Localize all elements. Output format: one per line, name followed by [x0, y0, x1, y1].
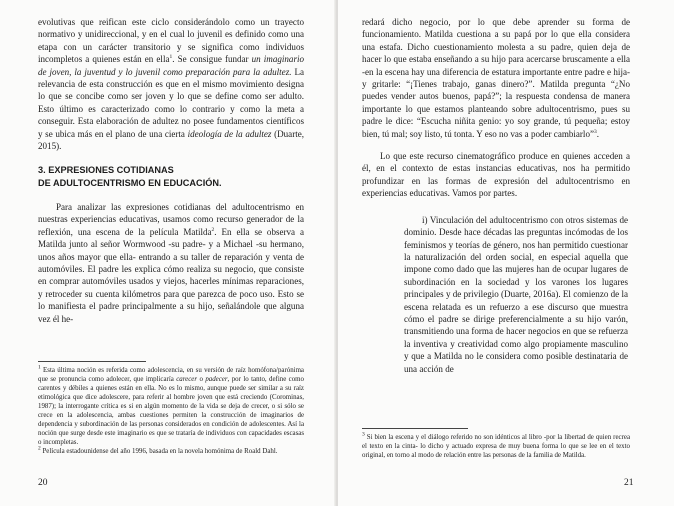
footnote-3: $^3$ Si bien la escena y el diálogo referido no son idénticos al libro -por la libertad de quien recrea el texto en la cinta- lo dicho y actuado expresa de muy buena forma lo que se lee en el texto original, en torno al modo de relación entre las personas de la familia de Matilda. [362, 431, 630, 459]
page-number-left: 20 [38, 478, 48, 488]
right-paragraph-1: redará dicho negocio, por lo que debe aprender su forma de funcionamiento. Matilda cuestiona a su papá por lo que ella considera una estafa. Dicho cuestionamiento molesta a su padre, quien deja de hacer lo que estaba enseñando a su hijo para acercarse bruscamente a ella -en la escena hay una diferencia de estatura importante entre padre e hija- y gritarle: “¡Tienes trabajo, ganas dinero?”. Matilda pregunta “¿No puedes vender autos buenos, papá?”; la respuesta condensa de manera importante lo que estamos planteando sobre adultocentrismo, pues su padre le dice: “Escucha niñita genio: yo soy grande, tú pequeña; estoy bien, tú mal; soy listo, tú tonta. Y eso no vas a poder cambiarlo”$^3$. [362, 17, 630, 139]
right-page [338, 0, 674, 506]
footnote-rule [38, 361, 146, 362]
left-paragraph-2: Para analizar las expresiones cotidianas del adultocentrismo en nuestras experiencias educativas, usamos como recurso generador de la reflexión, una escena de la película Matilda$^2$. En ella se observa a Matilda junto al señor Wormwood -su padre- y a Michael -su hermano, unos años mayor que ella- entrando a su taller de reparación y venta de automóviles. El padre les explica cómo realiza su negocio, que consiste en comprar automóviles usados y viejos, hacerles mínimas reparaciones, y retroceder su cuenta kilómetros para que parezca de poco uso. Esto se lo manifiesta el padre principalmente a su hijo, señalándole que alguna vez él he- [38, 201, 304, 324]
page-number-right: 21 [624, 478, 634, 488]
footnote-rule-right [362, 428, 468, 429]
left-page-body [38, 16, 304, 325]
indented-block [404, 214, 628, 375]
right-footnotes [362, 433, 630, 460]
right-page-body [362, 16, 630, 375]
right-paragraph-2: Lo que este recurso cinematográfico produce en quienes acceden a él, en el contexto de estas instancias educativas, nos ha permitido profundizar en las formas de expresión del adultocentrismo en experiencias educativas. Vamos por partes. [362, 151, 630, 199]
left-page [0, 0, 336, 506]
section-heading: 3. EXPRESIONES COTIDIANAS DE ADULTOCENTRISMO EN EDUCACIÓN. [38, 165, 222, 188]
left-paragraph-1: evolutivas que reifican este ciclo considerándolo como un trayecto normativo y unidireccional, y en el cual lo juvenil es definido como una etapa con un carácter transitorio y se significa como individuos incompletos a quienes están en ella$^1$. Se consigue fundar un imaginario de joven, la juventud y lo juvenil como preparación para la adultez. La relevancia de esta construcción es que en el mismo movimiento designa lo que se concibe como ser joven y lo que se define como ser adulto. Esto último es caracterizado como lo contrario y como la meta a conseguir. Esta elaboración de adultez no posee fundamentos científicos y se ubica más en el plano de una cierta ideología de la adultez (Duarte, 2015). [38, 17, 305, 152]
right-paragraph-3: i) Vinculación del adultocentrismo con otros sistemas de dominio. Desde hace décadas las preguntas incómodas de los feminismos y teorías de género, nos han permitido cuestionar la naturalización del orden social, en especial aquella que impone como dado que las mujeres han de ocupar lugares de subordinación en la sociedad y los varones los lugares principales y de privilegio (Duarte, 2016a). El comienzo de la escena relatada es un refuerzo a ese discurso que muestra cómo el padre se dirige preferencialmente a su hijo varón, transmitiendo una forma de hacer negocios en que se refuerza la inventiva y creatividad como algo propiamente masculino y que a Matilda no le considera como posible destinataria de una acción de [404, 214, 628, 374]
footnote-2: $^2$ Película estadounidense del año 1996, basada en la novela homónima de Roald Dahl. [38, 445, 278, 455]
footnote-1: $^1$ Esta última noción es referida como adolescencia, en su versión de raíz homófona/parónima que se pronuncia como adolecer, que implicaría carecer o padecer, por lo tanto, define como carentes y débiles a quienes están en ella. No es lo mismo, aunque puede ser similar a su raíz etimológica que dice adolescere, para referir al hombre joven que está creciendo (Corominas, 1987); la interrogante crítica es si en algún momento de la vida se deja de crecer, o si sólo se crece en la adolescencia, ambas cuestiones permiten la construcción de imaginarios de dependencia y subordinación de las personas considerados en condición de adolescentes. Así la noción que surge desde este imaginario es que se trataría de individuos con capacidades escasas o incompletas. [38, 364, 304, 446]
left-footnotes [38, 366, 304, 456]
